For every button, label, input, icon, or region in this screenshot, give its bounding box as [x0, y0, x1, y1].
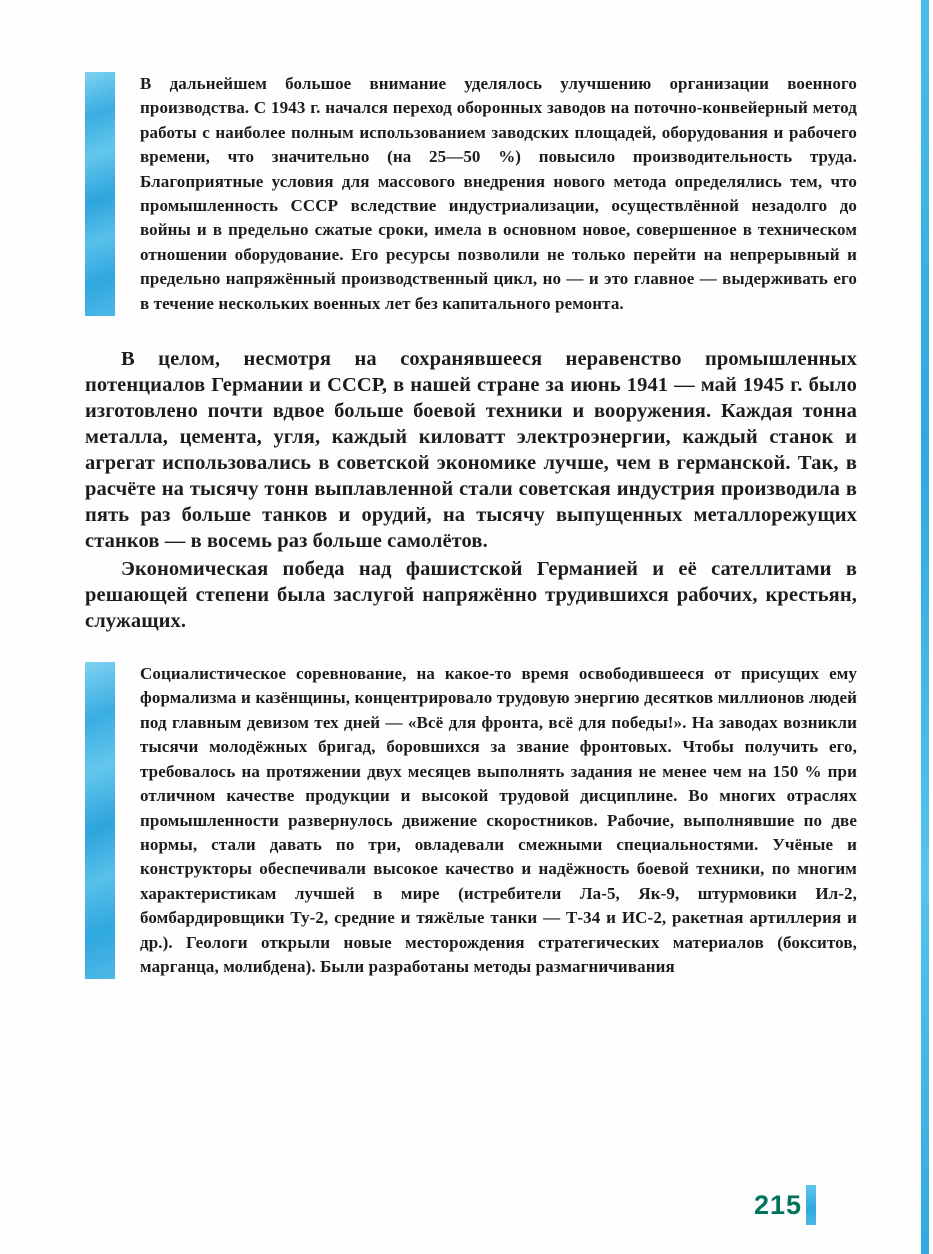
main-paragraph-1: В целом, несмотря на сохранявшееся неравенство промышленных потенциалов Германии и СССР, в нашей стране за июнь 1941 — май 1945 г. было изготовлено почти вдвое больше боевой техники и вооружения. Каждая тонна металла, цемента, угля, каждый киловатт электроэнергии, каждый станок и агрегат использовались в советской экономике лучше, чем в германской. Так, в расчёте на тысячу тонн выплавленной стали советская индустрия производила в пять раз больше танков и орудий, на тысячу выпущенных металлорежущих станков — в восемь раз больше самолётов. [85, 348, 857, 553]
page-number: 215 [754, 1190, 803, 1220]
inset-paragraph-block-2 [85, 662, 857, 979]
inset-paragraph-text: В дальнейшем большое внимание уделялось улучшению организации военного производства. С 1943 г. начался переход оборонных заводов на поточно-конвейерный метод работы с наиболее полным использованием заводских площадей, оборудования и рабочего времени, что значительно (на 25—50 %) повысило производительность труда. Благоприятные условия для массового внедрения нового метода определялись тем, что промышленность СССР вследствие индустриализации, осуществлённой незадолго до войны и в предельно сжатые сроки, имела в основном новое, совершенное в техническом отношении оборудование. Его ресурсы позволили не только перейти на непрерывный и предельно напряжённый производственный цикл, но — и это главное — выдерживать его в течение нескольких военных лет без капитального ремонта. [140, 74, 857, 313]
paragraph-accent-bar [85, 72, 115, 316]
page-number-accent-bar [806, 1185, 816, 1225]
inset-paragraph-text: Социалистическое соревнование, на какое-то время освободившееся от присущих ему формализма и казёнщины, концентрировало трудовую энергию десятков миллионов людей под главным девизом тех дней — «Всё для фронта, всё для победы!». На заводах возникли тысячи молодёжных бригад, боровшихся за звание фронтовых. Чтобы получить его, требовалось на протяжении двух месяцев выполнять задания не менее чем на 150 % при отличном качестве продукции и высокой трудовой дисциплине. Во многих отраслях промышленности развернулось движение скоростников. Рабочие, выполнявшие по две нормы, стали давать по три, овладевали смежными специальностями. Учёные и конструкторы обеспечивали высокое качество и надёжность боевой техники, по многим характеристикам лучшей в мире (истребители Ла-5, Як-9, штурмовики Ил-2, бомбардировщики Ту-2, средние и тяжёлые танки — Т-34 и ИС-2, ракетная артиллерия и др.). Геологи открыли новые месторождения стратегических материалов (бокситов, марганца, молибдена). Были разработаны методы размагничивания [140, 664, 857, 976]
paragraph-accent-bar [85, 662, 115, 979]
page-edge-accent-strip [921, 0, 929, 1254]
main-paragraph-2: Экономическая победа над фашистской Германией и её сателлитами в решающей степени была заслугой напряжённо трудившихся рабочих, крестьян, служащих. [85, 558, 857, 633]
inset-paragraph-block-1 [85, 72, 857, 316]
page-content [85, 72, 857, 979]
